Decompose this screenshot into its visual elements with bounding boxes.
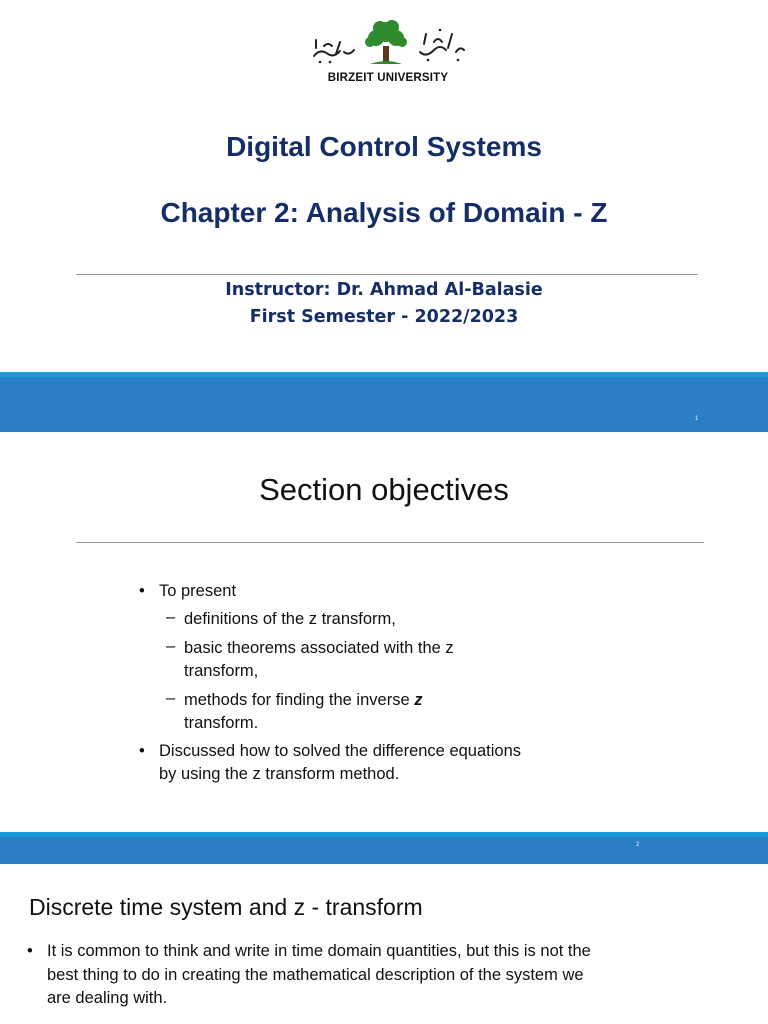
sub-bullet-definitions [166,608,396,631]
semester-line: First Semester - 2022/2023 [249,307,519,327]
birzeit-tree-logo-icon [308,18,468,72]
sub-bullet-text-line1: methods for finding the inverse [184,691,415,709]
slide-1-page-number: 1 [695,416,699,422]
slide-2 [0,432,768,832]
sub-bullet-text: definitions of the z transform, [184,610,396,628]
divider [76,542,704,543]
bullet-text-line3: are dealing with. [47,989,168,1007]
sub-bullet-text-line2: transform, [184,662,259,680]
sub-bullet-text-line2: transform. [184,714,259,732]
slide-1 [0,0,768,400]
bullet-text: To present [159,582,237,600]
sub-bullet-inverse [166,689,423,735]
section-title: Section objectives [259,472,509,507]
university-logo [308,18,468,88]
dash-icon: – [166,608,176,626]
bullet-dot-icon: • [27,942,33,960]
bullet-dot-icon: • [139,742,145,760]
bullet-text-line1: Discussed how to solved the difference equations [159,742,522,760]
chapter-title: Chapter 2: Analysis of Domain - Z [160,197,608,228]
divider [76,274,698,275]
bullet-text-line1: It is common to think and write in time domain quantities, but this is not the [47,942,591,960]
sub-bullet-theorems [166,637,454,683]
instructor-line: Instructor: Dr. Ahmad Al-Balasie [225,280,543,300]
bullet-text-line2: by using the z transform method. [159,765,400,783]
course-title: Digital Control Systems [226,131,542,162]
bullet-to-present [139,580,237,603]
footer-band-accent [0,832,768,837]
slide-3-bullet [27,940,747,1011]
slide-1-footer-band-lower [0,400,768,432]
bullet-discussed [139,740,522,786]
slide-3 [0,864,768,1024]
slide-2-footer-band [0,832,768,864]
logo-text: BIRZEIT UNIVERSITY [327,72,449,84]
slide-3-title: Discrete time system and z - transform [29,894,423,920]
sub-bullet-text-line1: basic theorems associated with the z [184,639,454,657]
slide-2-page-number: 2 [636,842,640,848]
bullet-text-line2: best thing to do in creating the mathematical description of the system we [47,965,584,984]
footer-band [0,372,768,400]
bullet-dot-icon: • [139,582,145,600]
italic-z: z [414,691,423,709]
footer-band-accent [0,372,768,377]
dash-icon: – [166,689,176,707]
dash-icon: – [166,637,176,655]
